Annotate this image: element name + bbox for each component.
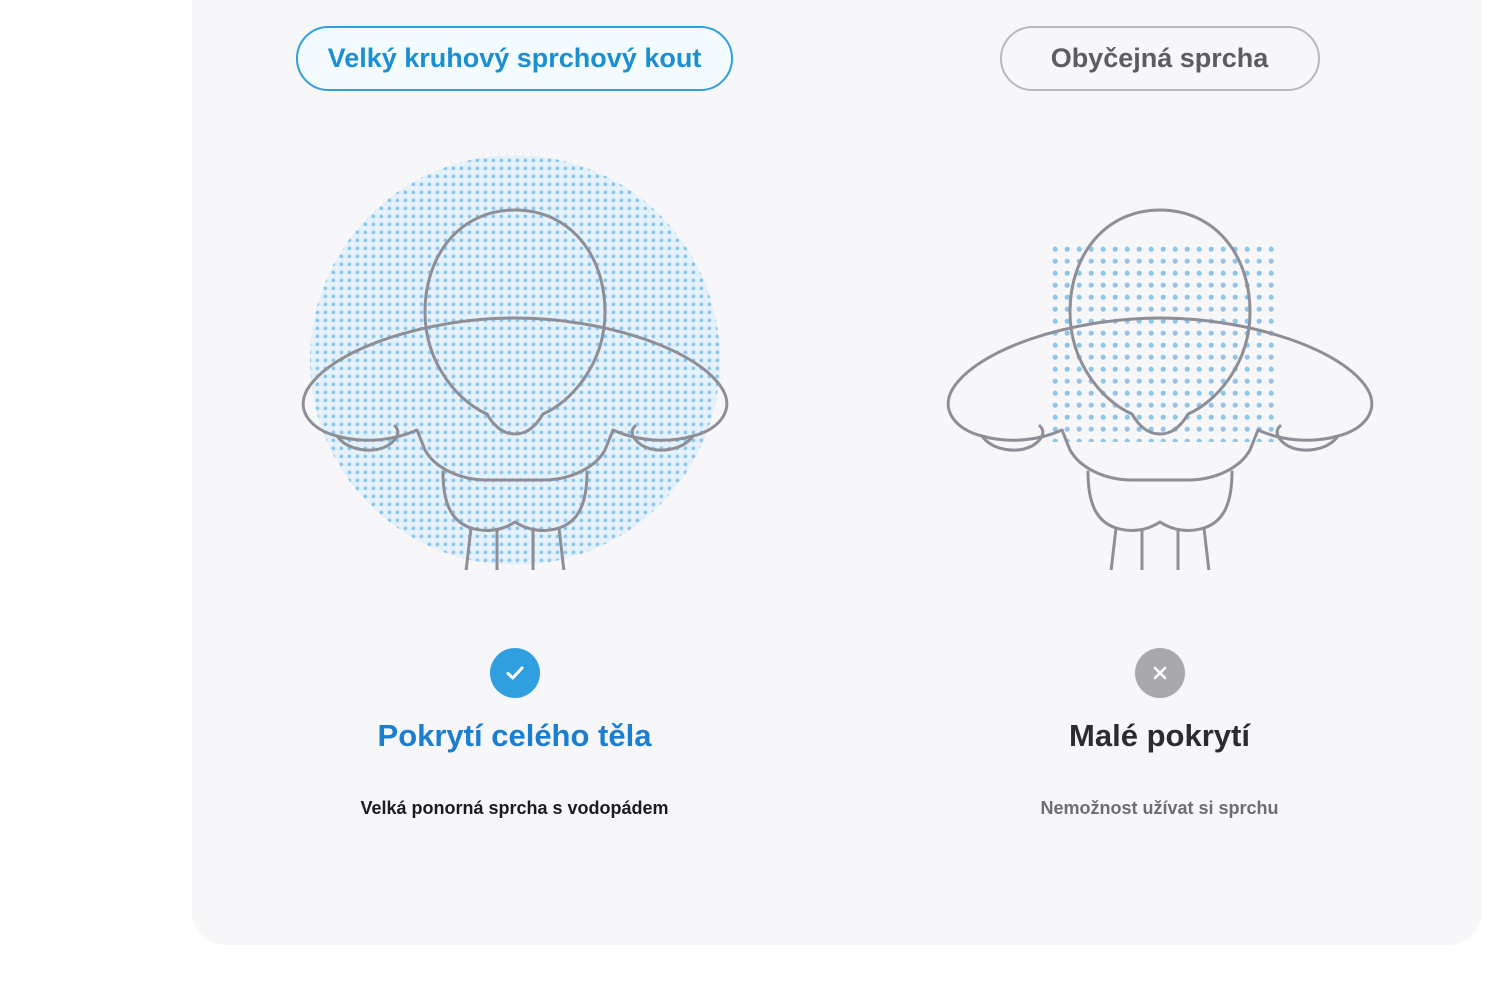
check-icon (490, 648, 540, 698)
figure-large-coverage (192, 150, 837, 580)
option-pill-large-shower[interactable]: Velký kruhový sprchový kout (296, 26, 734, 91)
close-icon (1135, 648, 1185, 698)
comparison-column-ordinary-shower (837, 0, 1482, 945)
verdict-left (192, 648, 837, 698)
option-pill-ordinary-shower[interactable]: Obyčejná sprcha (1000, 26, 1320, 91)
figure-small-coverage (837, 150, 1482, 580)
pill-wrap-left (192, 26, 837, 91)
comparison-column-large-shower (192, 0, 837, 945)
subline-small-coverage: Nemožnost užívat si sprchu (1040, 798, 1279, 818)
subline-large-coverage: Velká ponorná sprcha s vodopádem (360, 798, 669, 818)
headline-small-coverage: Malé pokrytí (1069, 718, 1250, 753)
headline-large-coverage: Pokrytí celého těla (377, 718, 652, 753)
verdict-right (837, 648, 1482, 698)
pill-wrap-right (837, 26, 1482, 91)
spray-coverage-circle (310, 155, 720, 565)
comparison-columns (192, 0, 1482, 945)
